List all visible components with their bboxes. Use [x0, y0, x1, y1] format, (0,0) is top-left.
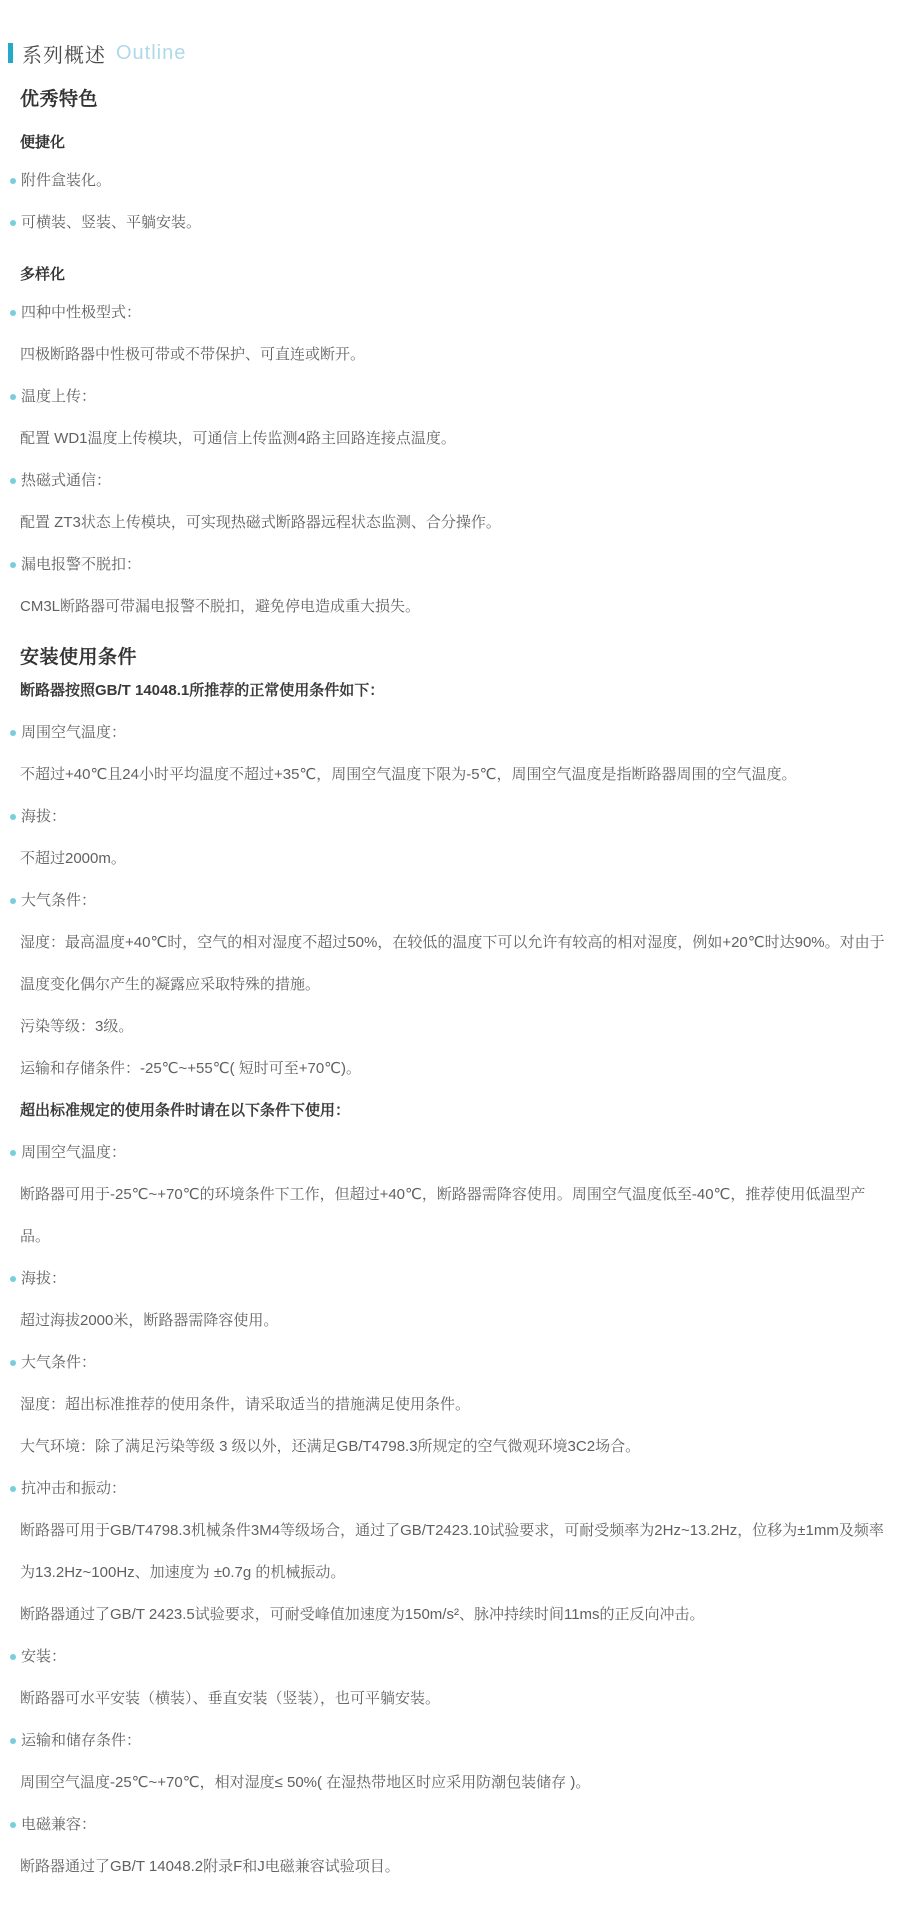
list-item-detail: 大气环境：除了满足污染等级 3 级以外，还满足GB/T4798.3所规定的空气微观环境3C2场合。 — [20, 1438, 641, 1455]
list-item-label: 附件盒装化。 — [21, 172, 112, 189]
list-item-label: 大气条件： — [21, 1354, 97, 1371]
list-item — [0, 1132, 886, 1174]
list-item-label: 漏电报警不脱扣： — [21, 556, 142, 573]
list-item — [0, 1342, 886, 1384]
list-item — [0, 376, 886, 418]
list-item-detail: 断路器通过了GB/T 14048.2附录F和J电磁兼容试验项目。 — [20, 1858, 400, 1875]
list-item — [0, 544, 886, 586]
bullet-dot-icon — [10, 1276, 16, 1282]
list-item-detail: CM3L断路器可带漏电报警不脱扣，避免停电造成重大损失。 — [20, 598, 421, 615]
features-subheading-diversity: 多样化 — [20, 266, 66, 283]
list-item-label: 温度上传： — [21, 388, 97, 405]
header-accent-bar-icon — [8, 43, 13, 63]
section-header — [8, 41, 886, 67]
list-item-detail: 配置 WD1温度上传模块，可通信上传监测4路主回路连接点温度。 — [20, 430, 456, 447]
list-item-label: 大气条件： — [21, 892, 97, 909]
bullet-dot-icon — [10, 1822, 16, 1828]
list-item-label: 运输和储存条件： — [21, 1732, 142, 1749]
list-item-label: 海拔： — [21, 808, 67, 825]
list-item-detail: 断路器通过了GB/T 2423.5试验要求，可耐受峰值加速度为150m/s²、脉冲持续时间11ms的正反向冲击。 — [20, 1606, 705, 1623]
list-item — [0, 160, 886, 202]
list-item — [0, 796, 886, 838]
install-beyond-intro: 超出标准规定的使用条件时请在以下条件下使用： — [20, 1102, 351, 1119]
document-page — [0, 42, 900, 1907]
list-item-detail: 运输和存储条件：-25℃~+55℃( 短时可至+70℃)。 — [20, 1060, 362, 1077]
bullet-dot-icon — [10, 394, 16, 400]
list-item — [0, 202, 886, 244]
list-item — [0, 292, 886, 334]
bullet-dot-icon — [10, 1150, 16, 1156]
list-item-label: 周围空气温度： — [21, 1144, 127, 1161]
list-item-label: 周围空气温度： — [21, 724, 127, 741]
bullet-dot-icon — [10, 562, 16, 568]
section-title-cn: 系列概述 — [22, 44, 106, 67]
bullet-dot-icon — [10, 478, 16, 484]
list-item-label: 安装： — [21, 1648, 67, 1665]
bullet-dot-icon — [10, 1738, 16, 1744]
list-item-label: 电磁兼容： — [21, 1816, 97, 1833]
list-item — [0, 460, 886, 502]
list-item-detail: 湿度：超出标准推荐的使用条件，请采取适当的措施满足使用条件。 — [20, 1396, 471, 1413]
bullet-dot-icon — [10, 730, 16, 736]
list-item-detail: 断路器可用于-25℃~+70℃的环境条件下工作，但超过+40℃，断路器需降容使用。周围空气温度低至-40℃，推荐使用低温型产品。 — [20, 1186, 866, 1245]
list-item — [0, 712, 886, 754]
list-item-label: 海拔： — [21, 1270, 67, 1287]
bullet-dot-icon — [10, 178, 16, 184]
list-item-detail: 不超过+40℃且24小时平均温度不超过+35℃，周围空气温度下限为-5℃，周围空气温度是指断路器周围的空气温度。 — [20, 766, 797, 783]
list-item — [0, 880, 886, 922]
bullet-dot-icon — [10, 220, 16, 226]
bullet-dot-icon — [10, 1486, 16, 1492]
list-item-detail: 断路器可用于GB/T4798.3机械条件3M4等级场合，通过了GB/T2423.10试验要求，可耐受频率为2Hz~13.2Hz，位移为±1mm及频率为13.2Hz~100Hz、加速度为 ±0.7g 的机械振动。 — [20, 1522, 884, 1581]
install-normal-intro: 断路器按照GB/T 14048.1所推荐的正常使用条件如下： — [20, 682, 385, 699]
list-item-label: 热磁式通信： — [21, 472, 112, 489]
list-item-detail: 湿度：最高温度+40℃时，空气的相对湿度不超过50%，在较低的温度下可以允许有较高的相对湿度，例如+20℃时达90%。对由于温度变化偶尔产生的凝露应采取特殊的措施。 — [20, 934, 885, 993]
bullet-dot-icon — [10, 1654, 16, 1660]
list-item — [0, 1636, 886, 1678]
bullet-dot-icon — [10, 1360, 16, 1366]
install-heading: 安装使用条件 — [20, 647, 138, 668]
features-heading: 优秀特色 — [20, 89, 99, 110]
bullet-dot-icon — [10, 814, 16, 820]
list-item-detail: 不超过2000m。 — [20, 850, 126, 867]
list-item-detail: 污染等级：3级。 — [20, 1018, 134, 1035]
list-item — [0, 1468, 886, 1510]
list-item-detail: 断路器可水平安装（横装）、垂直安装（竖装），也可平躺安装。 — [20, 1690, 441, 1707]
section-title-en: Outline — [116, 41, 187, 64]
list-item — [0, 1258, 886, 1300]
list-item-detail: 周围空气温度-25℃~+70℃，相对湿度≤ 50%( 在湿热带地区时应采用防潮包装储存 )。 — [20, 1774, 591, 1791]
list-item-label: 四种中性极型式： — [21, 304, 142, 321]
bullet-dot-icon — [10, 310, 16, 316]
features-subheading-convenience: 便捷化 — [20, 134, 66, 151]
list-item — [0, 1720, 886, 1762]
list-item-detail: 四极断路器中性极可带或不带保护、可直连或断开。 — [20, 346, 366, 363]
list-item-detail: 超过海拔2000米，断路器需降容使用。 — [20, 1312, 279, 1329]
bullet-dot-icon — [10, 898, 16, 904]
list-item-detail: 配置 ZT3状态上传模块，可实现热磁式断路器远程状态监测、合分操作。 — [20, 514, 501, 531]
list-item — [0, 1804, 886, 1846]
list-item-label: 抗冲击和振动： — [21, 1480, 127, 1497]
list-item-label: 可横装、竖装、平躺安装。 — [21, 214, 202, 231]
